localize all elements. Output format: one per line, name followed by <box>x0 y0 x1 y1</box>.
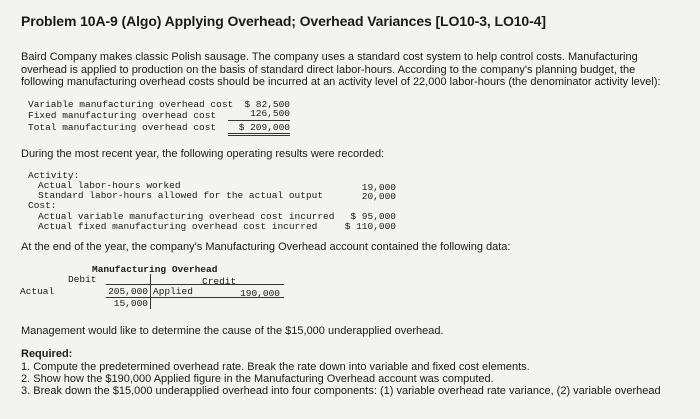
budget-label-1: Variable manufacturing overhead cost <box>28 99 234 110</box>
intro-line: Baird Company makes classic Polish sausage. The company uses a standard cost system to help control costs. Manufacturing <box>21 51 638 63</box>
t-account-applied-label: Applied <box>153 286 193 297</box>
budget-value-2: 126,500 <box>228 108 290 121</box>
manufacturing-overhead-t-account <box>20 264 290 314</box>
required-item-2: 2. Show how the $190,000 Applied figure in the Manufacturing Overhead account was computed. <box>21 373 494 385</box>
activity-label-2: Standard labor-hours allowed for the actual output <box>38 190 324 201</box>
budget-value-3: $ 209,000 <box>228 122 290 136</box>
cost-value-1: $ 95,000 <box>350 211 396 222</box>
results-intro: During the most recent year, the following operating results were recorded: <box>21 148 385 160</box>
activity-heading: Activity: <box>28 170 80 181</box>
t-account-center-rule <box>150 274 151 309</box>
problem-title: Problem 10A-9 (Algo) Applying Overhead; Overhead Variances [LO10-3, LO10-4] <box>21 13 546 29</box>
t-account-debit-value: 205,000 <box>108 286 148 297</box>
budget-value-1: $ 82,500 <box>244 99 290 110</box>
cost-label-1: Actual variable manufacturing overhead cost incurred <box>38 211 335 222</box>
cost-heading: Cost: <box>28 200 57 211</box>
intro-line: following manufacturing overhead costs should be incurred at an activity level of 22,000 labor-hours (the denominator activity level): <box>21 76 661 88</box>
t-account-debit-label: Debit <box>68 274 97 285</box>
activity-value-2: 20,000 <box>361 191 396 202</box>
activity-label-1: Actual labor-hours worked <box>38 180 181 191</box>
t-account-credit-label: Credit <box>202 276 237 287</box>
cost-value-2: $ 110,000 <box>344 221 396 232</box>
required-item-3: 3. Break down the $15,000 underapplied overhead into four components: (1) variable overhead rate variance, (2) variable overhead <box>21 385 661 397</box>
activity-value-1: 19,000 <box>361 182 396 193</box>
account-intro: At the end of the year, the company's Manufacturing Overhead account contained the following data: <box>21 241 511 253</box>
t-account-balance: 15,000 <box>113 298 148 309</box>
intro-paragraph <box>21 51 661 89</box>
required-heading: Required: <box>21 348 73 360</box>
goal-text: Management would like to determine the cause of the $15,000 underapplied overhead. <box>21 325 444 337</box>
cost-label-2: Actual fixed manufacturing overhead cost incurred <box>38 221 318 232</box>
t-account-credit-value: 190,000 <box>240 288 280 299</box>
budget-label-3: Total manufacturing overhead cost <box>28 122 217 133</box>
t-account-title: Manufacturing Overhead <box>92 264 218 275</box>
budget-label-2: Fixed manufacturing overhead cost <box>28 110 217 121</box>
intro-line: overhead is applied to production on the basis of standard direct labor-hours. According to the company's planning budget, the <box>21 63 636 76</box>
t-account-top-rule <box>106 284 284 285</box>
t-account-row-label: Actual <box>20 286 55 297</box>
required-item-1: 1. Compute the predetermined overhead rate. Break the rate down into variable and fixed cost elements. <box>21 361 530 373</box>
